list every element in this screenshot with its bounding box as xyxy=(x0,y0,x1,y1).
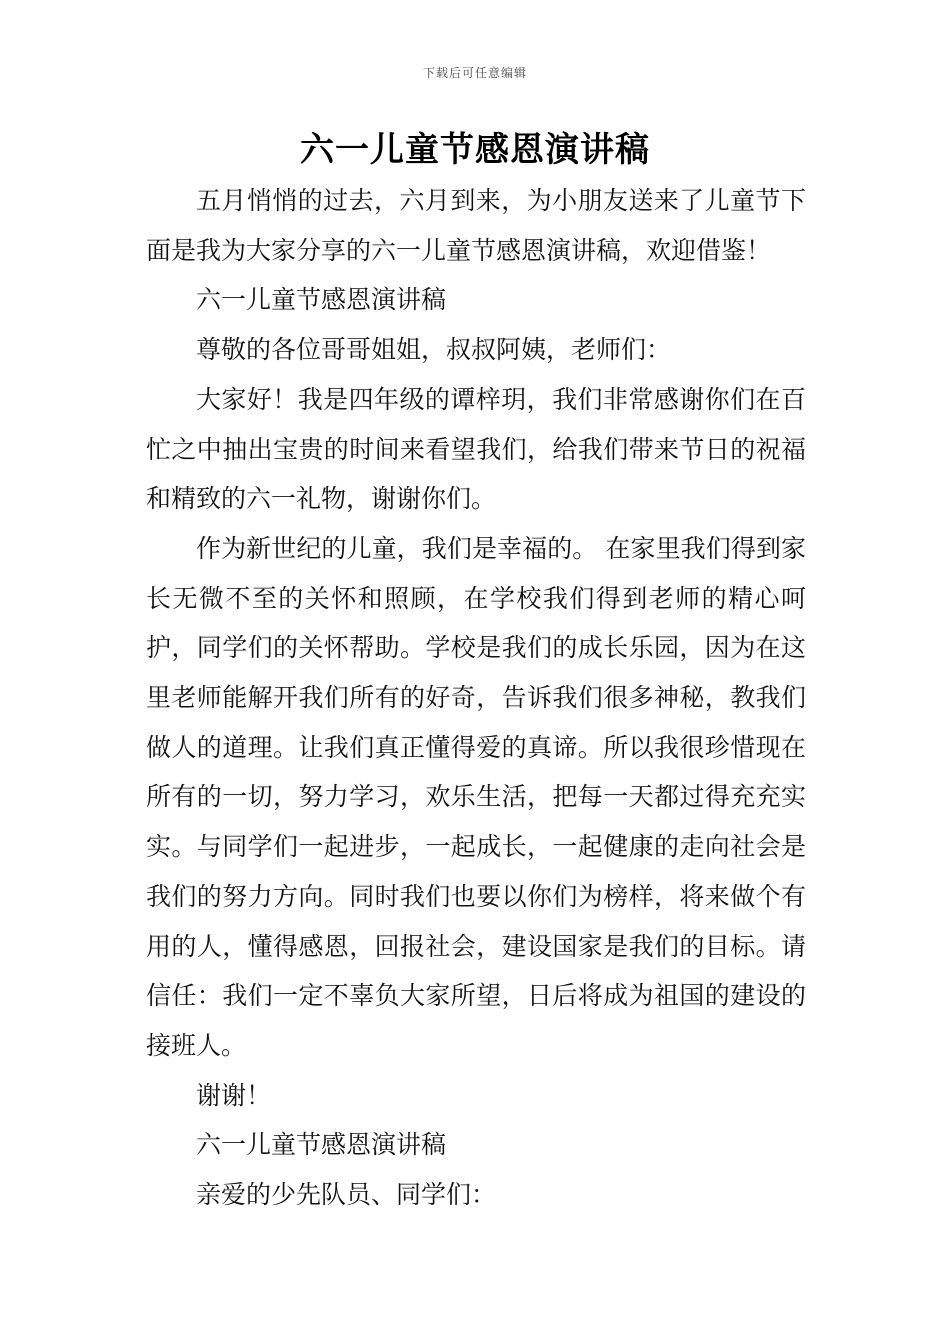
paragraph-salutation-2: 亲爱的少先队员、同学们： xyxy=(196,1180,497,1210)
paragraph-thanks: 谢谢！ xyxy=(196,1080,272,1110)
paragraph-intro: 五月悄悄的过去，六月到来，为小朋友送来了儿童节下面是我为大家分享的六一儿童节感恩演讲稿，欢迎借鉴！ xyxy=(146,186,806,265)
document-body xyxy=(146,176,806,1220)
paragraph-subtitle: 六一儿童节感恩演讲稿 xyxy=(196,285,447,315)
page-title: 六一儿童节感恩演讲稿 xyxy=(300,130,650,170)
paragraph-greeting: 大家好！我是四年级的谭梓玥，我们非常感谢你们在百忙之中抽出宝贵的时间来看望我们，给我们带来节日的祝福和精致的六一礼物，谢谢你们。 xyxy=(146,384,806,514)
paragraph-main: 作为新世纪的儿童，我们是幸福的。 在家里我们得到家长无微不至的关怀和照顾，在学校我们得到老师的精心呵护，同学们的关怀帮助。学校是我们的成长乐园，因为在这里老师能解开我们所有的好奇，告诉我们很多神秘，教我们做人的道理。让我们真正懂得爱的真谛。所以我很珍惜现在所有的一切，努力学习，欢乐生活，把每一天都过得充充实实。与同学们一起进步，一起成长，一起健康的走向社会是我们的努力方向。同时我们也要以你们为榜样，将来做个有用的人，懂得感恩，回报社会，建设国家是我们的目标。请信任：我们一定不辜负大家所望，日后将成为祖国的建设的接班人。 xyxy=(146,533,806,1060)
header-note: 下载后可任意编辑 xyxy=(422,66,527,80)
paragraph-salutation: 尊敬的各位哥哥姐姐，叔叔阿姨，老师们： xyxy=(196,335,672,365)
paragraph-subtitle-2: 六一儿童节感恩演讲稿 xyxy=(196,1130,447,1160)
